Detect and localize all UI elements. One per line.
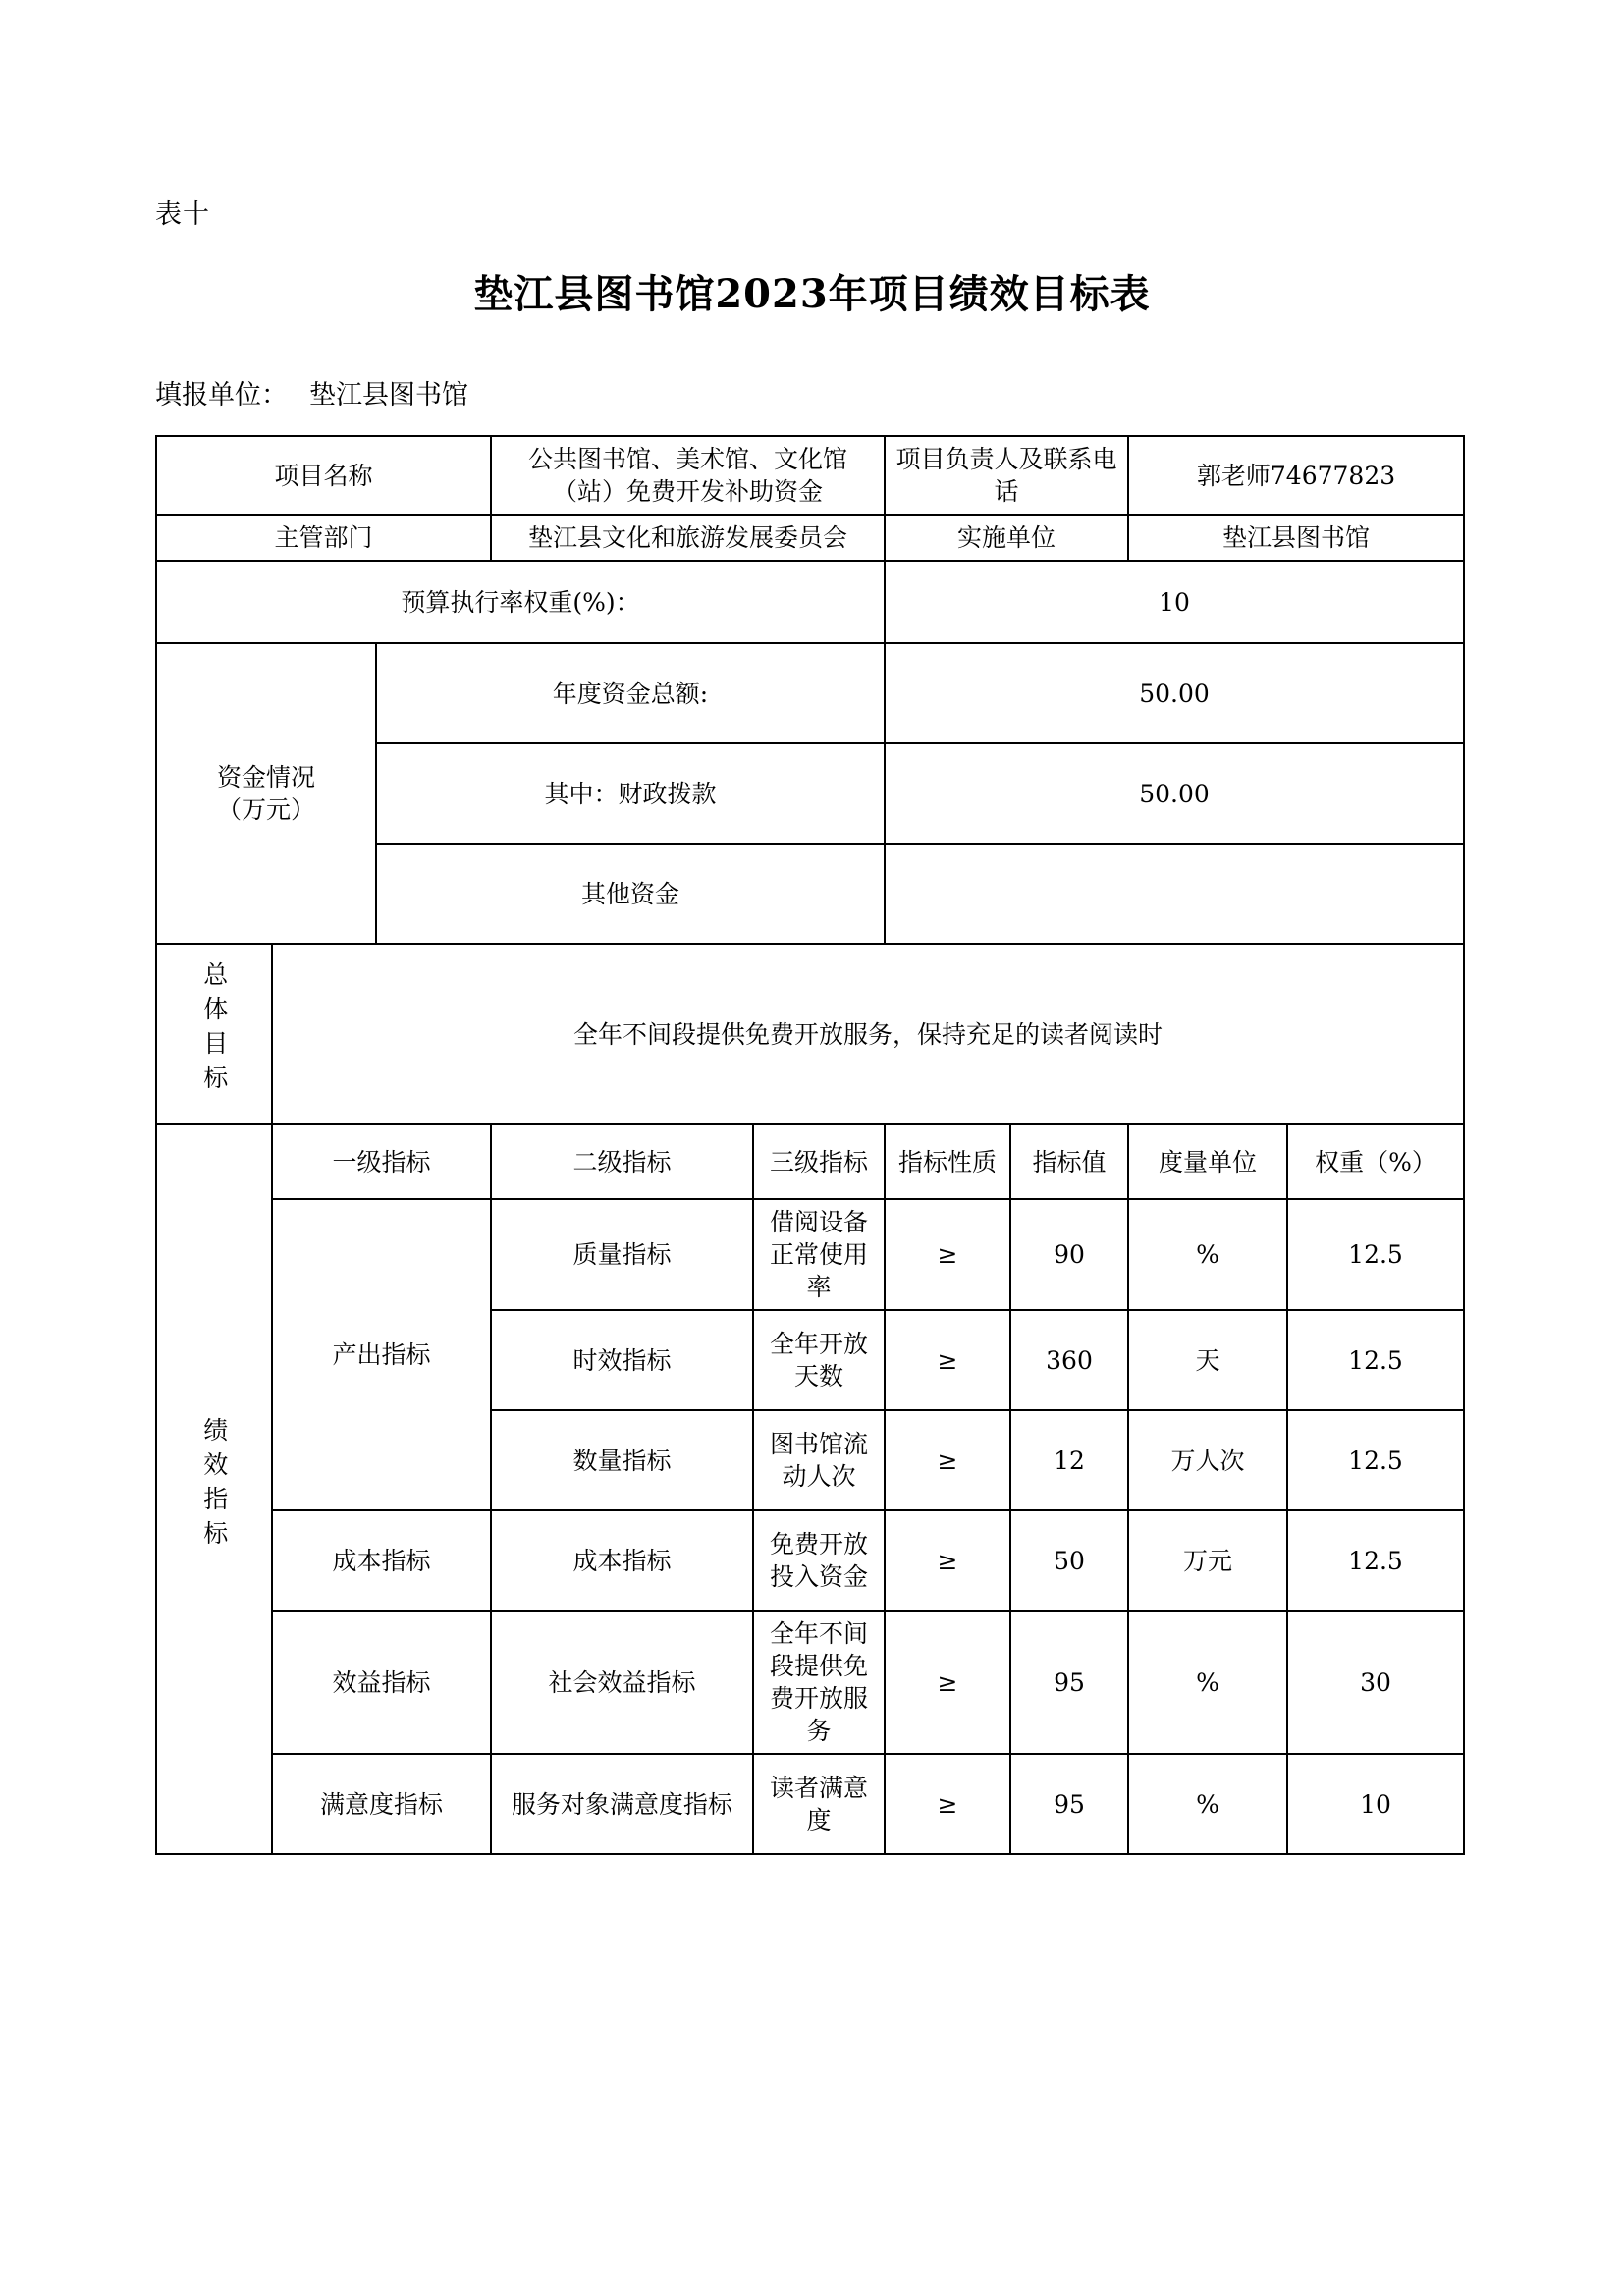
funding-row-value [885, 844, 1464, 944]
funding-section-label-line1: 资金情况 [216, 763, 315, 792]
indicator-nature: ≥ [885, 1754, 1010, 1854]
budget-rate-label: 预算执行率权重(%)： [156, 561, 885, 643]
project-name-value: 公共图书馆、美术馆、文化馆（站）免费开发补助资金 [491, 436, 885, 515]
table-row [156, 1510, 1464, 1611]
column-header-weight: 权重（%） [1287, 1124, 1464, 1199]
indicator-level2: 质量指标 [491, 1199, 753, 1310]
indicator-unit: 天 [1128, 1310, 1287, 1410]
reporting-unit-line [155, 373, 468, 411]
indicator-weight: 12.5 [1287, 1410, 1464, 1510]
indicator-value: 50 [1010, 1510, 1128, 1611]
indicator-value: 360 [1010, 1310, 1128, 1410]
table-row [156, 643, 1464, 743]
indicator-weight: 12.5 [1287, 1510, 1464, 1611]
indicator-level1: 产出指标 [272, 1199, 491, 1510]
reporting-unit-label: 填报单位： [155, 380, 288, 410]
contact-value: 郭老师74677823 [1128, 436, 1464, 515]
column-header-value: 指标值 [1010, 1124, 1128, 1199]
funding-section-label [156, 643, 376, 944]
indicator-level3: 全年不间段提供免费开放服务 [753, 1611, 885, 1754]
table-row [156, 436, 1464, 515]
table-row [156, 1754, 1464, 1854]
form-number-label: 表十 [155, 199, 210, 230]
indicator-weight: 12.5 [1287, 1310, 1464, 1410]
column-header-level1: 一级指标 [272, 1124, 491, 1199]
table-row [156, 1611, 1464, 1754]
column-header-level3: 三级指标 [753, 1124, 885, 1199]
indicator-value: 95 [1010, 1754, 1128, 1854]
indicator-unit: % [1128, 1199, 1287, 1310]
indicator-unit: % [1128, 1611, 1287, 1754]
indicator-nature: ≥ [885, 1510, 1010, 1611]
funding-row-value: 50.00 [885, 743, 1464, 844]
implement-label: 实施单位 [885, 515, 1128, 561]
column-header-unit: 度量单位 [1128, 1124, 1287, 1199]
indicator-level1: 满意度指标 [272, 1754, 491, 1854]
dept-value: 垫江县文化和旅游发展委员会 [491, 515, 885, 561]
funding-row-value: 50.00 [885, 643, 1464, 743]
indicator-weight: 12.5 [1287, 1199, 1464, 1310]
indicator-level2: 数量指标 [491, 1410, 753, 1510]
reporting-unit-value: 垫江县图书馆 [309, 380, 468, 410]
indicator-nature: ≥ [885, 1199, 1010, 1310]
page-title: 垫江县图书馆2023年项目绩效目标表 [473, 271, 1151, 317]
indicator-value: 95 [1010, 1611, 1128, 1754]
table-row [156, 561, 1464, 643]
indicator-level3: 借阅设备正常使用率 [753, 1199, 885, 1310]
indicator-weight: 10 [1287, 1754, 1464, 1854]
overall-goal-label: 总体目标 [156, 944, 272, 1124]
contact-label: 项目负责人及联系电话 [885, 436, 1128, 515]
funding-row-label: 其他资金 [376, 844, 885, 944]
funding-row-label: 其中：财政拨款 [376, 743, 885, 844]
budget-rate-value: 10 [885, 561, 1464, 643]
indicator-nature: ≥ [885, 1611, 1010, 1754]
table-header-row [156, 1124, 1464, 1199]
indicator-level1: 成本指标 [272, 1510, 491, 1611]
indicator-level3: 免费开放投入资金 [753, 1510, 885, 1611]
funding-section-label-line2: （万元） [216, 795, 315, 824]
indicator-weight: 30 [1287, 1611, 1464, 1754]
indicator-value: 90 [1010, 1199, 1128, 1310]
overall-goal-text: 全年不间段提供免费开放服务，保持充足的读者阅读时 [272, 944, 1464, 1124]
indicator-level2: 时效指标 [491, 1310, 753, 1410]
indicator-level3: 图书馆流动人次 [753, 1410, 885, 1510]
project-name-label: 项目名称 [156, 436, 491, 515]
indicator-level1: 效益指标 [272, 1611, 491, 1754]
indicator-unit: 万元 [1128, 1510, 1287, 1611]
column-header-level2: 二级指标 [491, 1124, 753, 1199]
indicator-level2: 服务对象满意度指标 [491, 1754, 753, 1854]
indicator-level2: 社会效益指标 [491, 1611, 753, 1754]
table-row [156, 944, 1464, 1124]
performance-section-label: 绩效指标 [156, 1124, 272, 1854]
indicator-nature: ≥ [885, 1410, 1010, 1510]
indicator-level2: 成本指标 [491, 1510, 753, 1611]
dept-label: 主管部门 [156, 515, 491, 561]
indicator-level3: 全年开放天数 [753, 1310, 885, 1410]
indicator-unit: % [1128, 1754, 1287, 1854]
funding-row-label: 年度资金总额: [376, 643, 885, 743]
table-row [156, 1199, 1464, 1310]
indicator-unit: 万人次 [1128, 1410, 1287, 1510]
indicator-level3: 读者满意度 [753, 1754, 885, 1854]
table-row [156, 515, 1464, 561]
indicator-nature: ≥ [885, 1310, 1010, 1410]
implement-value: 垫江县图书馆 [1128, 515, 1464, 561]
column-header-nature: 指标性质 [885, 1124, 1010, 1199]
performance-goal-table [155, 435, 1465, 1855]
indicator-value: 12 [1010, 1410, 1128, 1510]
